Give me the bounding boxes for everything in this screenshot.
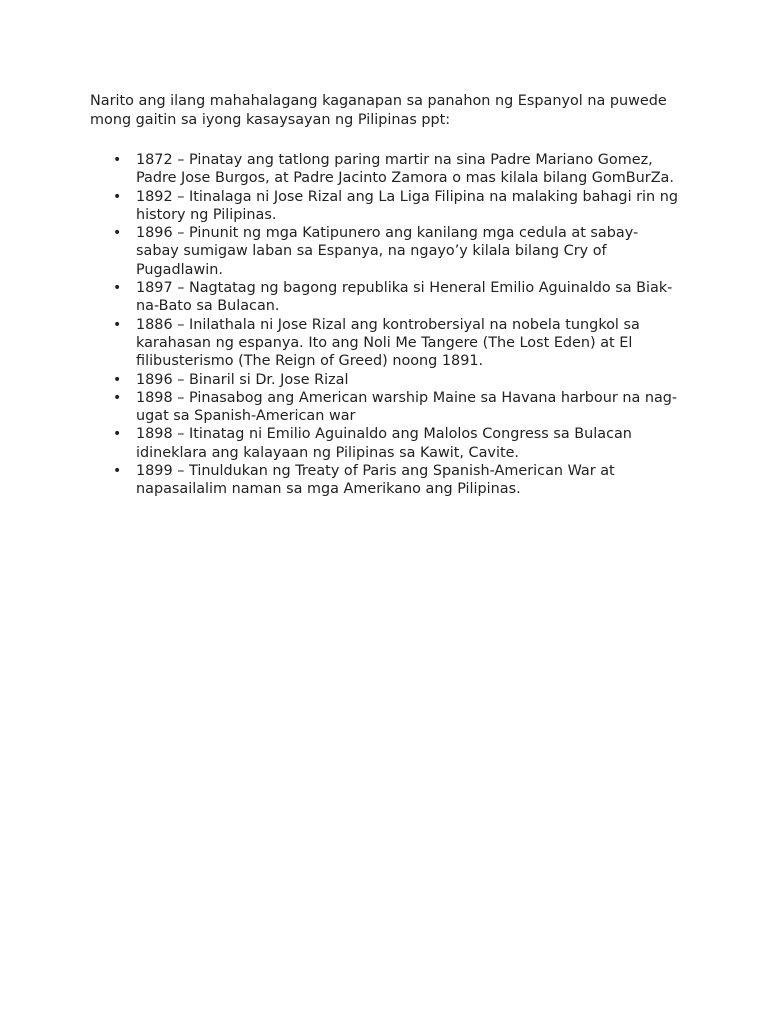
bullet-icon: •: [113, 225, 122, 242]
bullet-icon: •: [113, 188, 122, 205]
event-text: 1872 – Pinatay ang tatlong paring martir na sina Padre Mariano Gomez, Padre Jose Burgos, at Padre Jacinto Zamora o mas kilala bilang GomBurZa.: [136, 152, 674, 187]
document-page: [90, 92, 680, 499]
list-item: [90, 425, 680, 462]
list-item: [90, 151, 680, 188]
event-text: 1892 – Itinalaga ni Jose Rizal ang La Liga Filipina na malaking bahagi rin ng history ng Pilipinas.: [136, 188, 679, 223]
event-text: 1898 – Pinasabog ang American warship Maine sa Havana harbour na nag-ugat sa Spanish-American war: [136, 389, 678, 425]
list-item: [90, 462, 680, 499]
event-text: 1896 – Pinunit ng mga Katipunero ang kanilang mga cedula at sabay-sabay sumigaw laban sa Espanya, na ngayo’y kilala bilang Cry of Pugadlawin.: [136, 225, 639, 278]
event-text: 1898 – Itinatag ni Emilio Aguinaldo ang Malolos Congress sa Bulacan idineklara ang kalayaan ng Pilipinas sa Kawit, Cavite.: [136, 426, 632, 461]
list-item: [90, 316, 680, 371]
bullet-icon: •: [113, 426, 122, 443]
events-list: [90, 151, 680, 499]
bullet-icon: •: [113, 280, 122, 297]
list-item: [90, 389, 680, 426]
list-item: [90, 188, 680, 225]
bullet-icon: •: [113, 152, 122, 168]
event-text: 1886 – Inilathala ni Jose Rizal ang kontrobersiyal na nobela tungkol sa karahasan ng espanya. Ito ang Noli Me Tangere (The Lost Eden) at El filibusterismo (The Reign of Greed) noong 1891.: [136, 316, 640, 370]
list-item: [90, 279, 680, 316]
bullet-icon: •: [113, 463, 122, 480]
event-text: 1899 – Tinuldukan ng Treaty of Paris ang Spanish-American War at napasailalim naman sa mga Amerikano ang Pilipinas.: [136, 463, 615, 498]
bullet-icon: •: [113, 389, 122, 406]
bullet-icon: •: [113, 316, 122, 333]
intro-paragraph: Narito ang ilang mahahalagang kaganapan sa panahon ng Espanyol na puwede mong gaitin sa iyong kasaysayan ng Pilipinas ppt:: [90, 93, 667, 128]
event-text: 1897 – Nagtatag ng bagong republika si Heneral Emilio Aguinaldo sa Biak-na-Bato sa Bulacan.: [136, 280, 673, 315]
list-item: [90, 224, 680, 279]
event-text: 1896 – Binaril si Dr. Jose Rizal: [136, 371, 349, 388]
bullet-icon: •: [113, 371, 122, 388]
list-item: [90, 371, 680, 389]
